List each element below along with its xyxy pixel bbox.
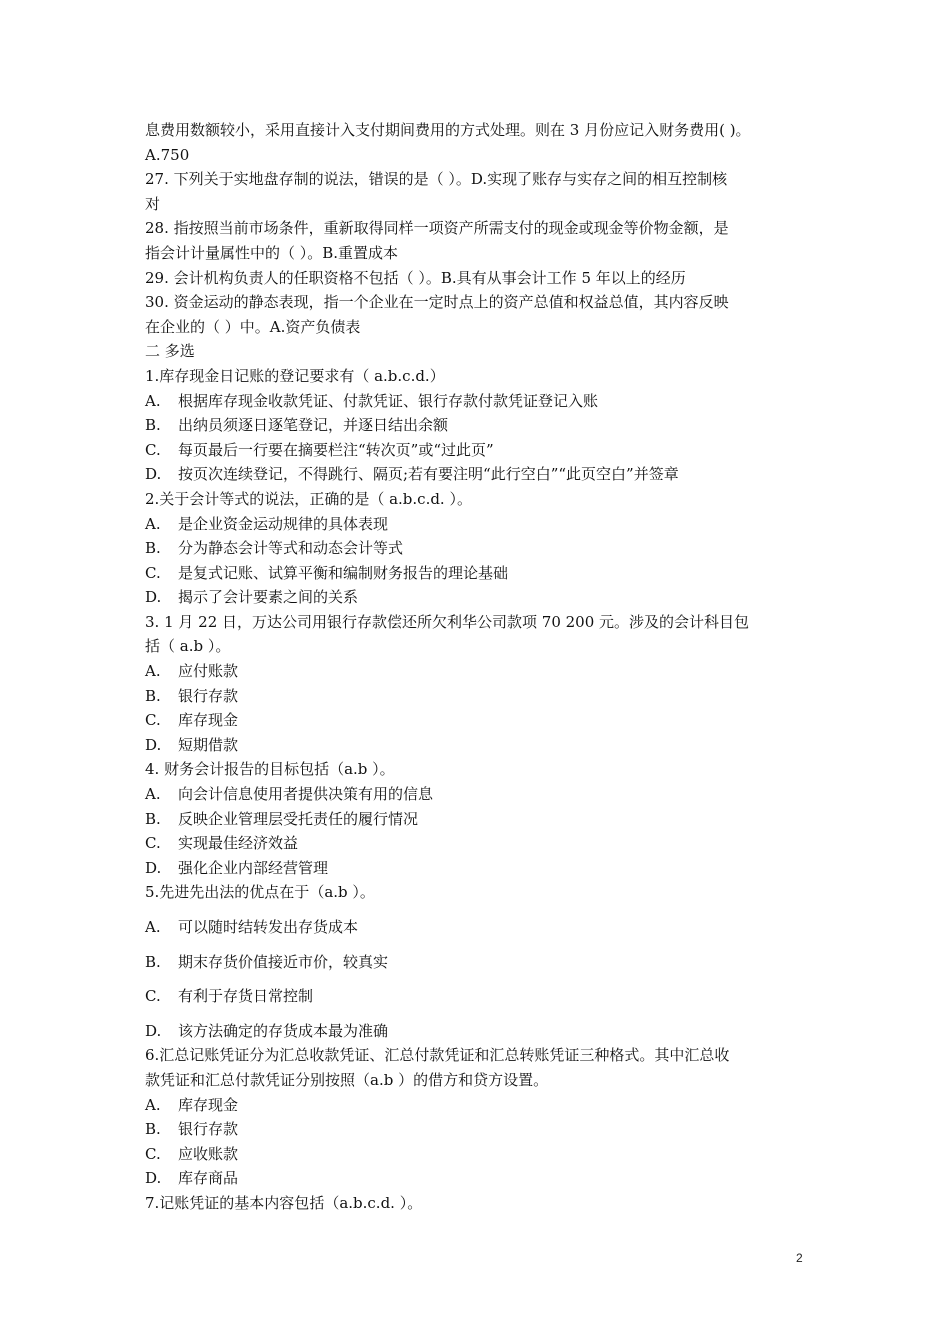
answer-option	[145, 1166, 813, 1191]
answer-option	[145, 438, 813, 463]
text-line: 27. 下列关于实地盘存制的说法，错误的是（ ）。D.实现了账存与实存之间的相互控制核	[145, 170, 728, 189]
option-letter: A.	[145, 1095, 161, 1114]
answer-option	[145, 389, 813, 414]
option-letter: C.	[145, 711, 161, 730]
option-letter: B.	[145, 952, 161, 971]
option-text: 库存现金	[178, 1095, 239, 1114]
text-line: 3. 1 月 22 日，万达公司用银行存款偿还所欠利华公司款项 70 200 元。涉及的会计科目包	[145, 612, 750, 631]
text-line: 指会计计量属性中的（ ）。B.重置成本	[145, 243, 399, 262]
option-text: 期末存货价值接近市价，较真实	[178, 952, 389, 971]
option-text: 按页次连续登记，不得跳行、隔页;若有要注明“此行空白”“此页空白”并签章	[178, 465, 679, 484]
text-line: 28. 指按照当前市场条件，重新取得同样一项资产所需支付的现金或现金等价物金额，是	[145, 219, 729, 238]
option-text: 分为静态会计等式和动态会计等式	[178, 539, 404, 558]
option-text: 反映企业管理层受托责任的履行情况	[178, 809, 419, 828]
option-text: 短期借款	[178, 735, 239, 754]
option-letter: A.	[145, 785, 161, 804]
option-letter: C.	[145, 987, 161, 1006]
page-body	[145, 118, 813, 1216]
option-letter: C.	[145, 1144, 161, 1163]
answer-option	[145, 512, 813, 537]
text-line: 6.汇总记账凭证分为汇总收款凭证、汇总付款凭证和汇总转账凭证三种格式。其中汇总收	[145, 1046, 730, 1065]
option-letter: A.	[145, 391, 161, 410]
answer-option	[145, 585, 813, 610]
option-text: 库存商品	[178, 1169, 239, 1188]
option-text: 根据库存现金收款凭证、付款凭证、银行存款付款凭证登记入账	[178, 391, 599, 410]
answer-option	[145, 984, 813, 1009]
answer-option	[145, 1142, 813, 1167]
text-line: 30. 资金运动的静态表现，指一个企业在一定时点上的资产总值和权益总值，其内容反映	[145, 293, 729, 312]
option-letter: B.	[145, 416, 161, 435]
option-text: 应收账款	[178, 1144, 239, 1163]
answer-option	[145, 831, 813, 856]
answer-option	[145, 782, 813, 807]
option-text: 应付账款	[178, 662, 239, 681]
text-line: A.750	[145, 145, 190, 164]
option-text: 有利于存货日常控制	[178, 987, 314, 1006]
text-line: 二 多选	[145, 342, 195, 361]
option-text: 银行存款	[178, 686, 239, 705]
option-text: 每页最后一行要在摘要栏注“转次页”或“过此页”	[178, 440, 494, 459]
option-text: 银行存款	[178, 1120, 239, 1139]
option-letter: D.	[145, 588, 162, 607]
text-line: 1.库存现金日记账的登记要求有（ a.b.c.d.）	[145, 366, 445, 385]
text-line: 括（ a.b ）。	[145, 637, 231, 656]
option-letter: C.	[145, 440, 161, 459]
answer-option	[145, 684, 813, 709]
option-letter: A.	[145, 662, 161, 681]
option-letter: B.	[145, 686, 161, 705]
option-letter: D.	[145, 735, 162, 754]
answer-option	[145, 950, 813, 975]
text-line: 息费用数额较小，采用直接计入支付期间费用的方式处理。则在 3 月份应记入财务费用( )。	[145, 121, 751, 139]
answer-option	[145, 1093, 813, 1118]
answer-option	[145, 413, 813, 438]
text-line: 2.关于会计等式的说法，正确的是（ a.b.c.d. ）。	[145, 489, 472, 508]
option-text: 可以随时结转发出存货成本	[178, 918, 359, 936]
option-letter: D.	[145, 858, 162, 877]
option-text: 实现最佳经济效益	[178, 834, 299, 853]
answer-option	[145, 536, 813, 561]
option-letter: B.	[145, 809, 161, 828]
text-line: 4. 财务会计报告的目标包括（a.b ）。	[145, 760, 395, 779]
option-text: 向会计信息使用者提供决策有用的信息	[178, 785, 434, 804]
option-letter: D.	[145, 465, 162, 484]
answer-option	[145, 807, 813, 832]
option-text: 该方法确定的存货成本最为准确	[178, 1021, 389, 1040]
option-letter: D.	[145, 1169, 162, 1188]
option-text: 强化企业内部经营管理	[178, 858, 329, 877]
option-letter: A.	[145, 918, 161, 936]
answer-option	[145, 733, 813, 758]
answer-option	[145, 1019, 813, 1044]
answer-option	[145, 659, 813, 684]
option-text: 揭示了会计要素之间的关系	[178, 588, 359, 607]
option-text: 出纳员须逐日逐笔登记，并逐日结出余额	[178, 416, 449, 435]
text-line: 5.先进先出法的优点在于（a.b ）。	[145, 883, 375, 902]
answer-option	[145, 915, 813, 940]
option-letter: B.	[145, 1120, 161, 1139]
option-text: 是企业资金运动规律的具体表现	[178, 514, 389, 533]
option-letter: C.	[145, 834, 161, 853]
text-line: 7.记账凭证的基本内容包括（a.b.c.d. ）。	[145, 1193, 423, 1212]
answer-option	[145, 856, 813, 881]
text-line: 在企业的（ ）中。A.资产负债表	[145, 317, 361, 336]
option-text: 库存现金	[178, 711, 239, 730]
text-line: 29. 会计机构负责人的任职资格不包括（ ）。B.具有从事会计工作 5 年以上的经历	[145, 268, 686, 287]
text-line: 对	[145, 194, 161, 213]
text-line: 款凭证和汇总付款凭证分别按照（a.b ）的借方和贷方设置。	[145, 1070, 549, 1089]
answer-option	[145, 561, 813, 586]
option-letter: D.	[145, 1021, 162, 1040]
option-text: 是复式记账、试算平衡和编制财务报告的理论基础	[178, 563, 509, 582]
answer-option	[145, 1117, 813, 1142]
answer-option	[145, 708, 813, 733]
option-letter: C.	[145, 563, 161, 582]
page-number: 2	[796, 1251, 803, 1265]
answer-option	[145, 462, 813, 487]
option-letter: B.	[145, 539, 161, 558]
option-letter: A.	[145, 514, 161, 533]
